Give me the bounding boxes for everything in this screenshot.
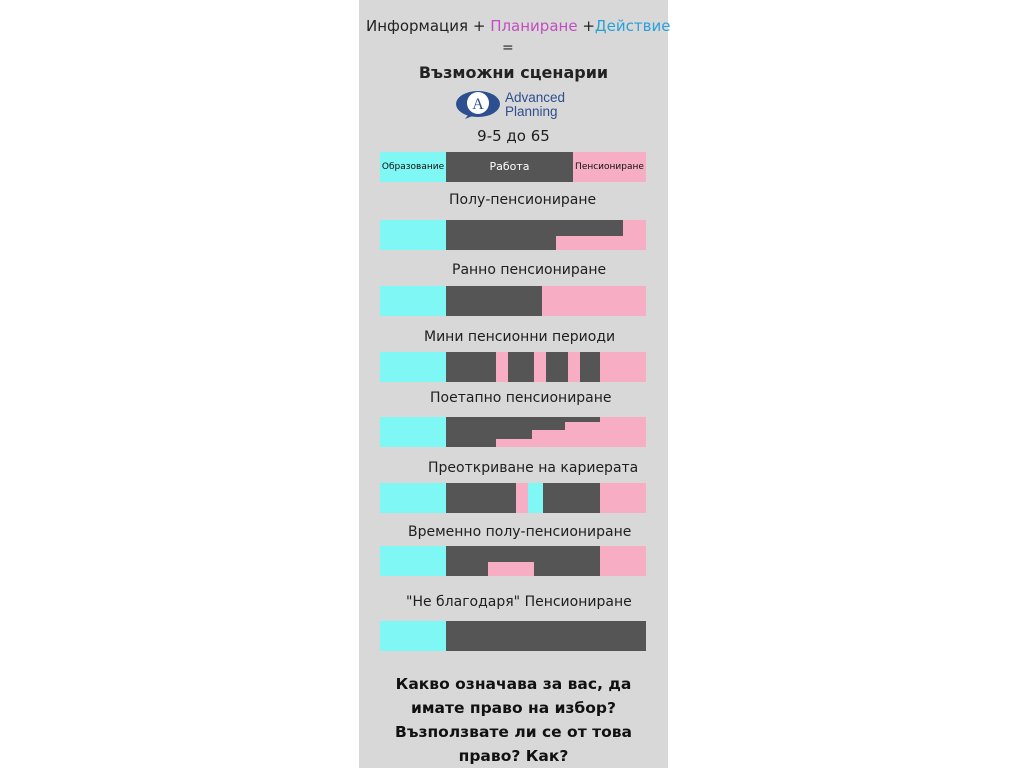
scenario-title: Полу-пенсиониране <box>449 192 597 208</box>
re-education-segment <box>528 483 543 513</box>
scenario-title: Преоткриване на кариерата <box>428 460 639 476</box>
question-line: имате право на избор? <box>411 699 616 717</box>
scenario-title: Временно полу-пенсиониране <box>408 524 632 540</box>
partial-retirement-step <box>556 236 623 250</box>
education-segment <box>380 483 446 513</box>
header-plus: + <box>472 17 486 35</box>
retirement-segment <box>600 417 646 447</box>
logo-letter: A <box>472 96 484 113</box>
scenario-bar-mini-retirements <box>380 352 646 382</box>
education-segment <box>380 417 446 447</box>
partial-retirement-step <box>488 562 534 576</box>
scenario-bar-career-reinvention <box>380 483 646 513</box>
phase-step <box>565 422 600 447</box>
work-segment <box>543 483 600 513</box>
logo-text-line1: Advanced <box>505 90 566 105</box>
work-segment <box>446 352 496 382</box>
work-segment <box>446 286 542 316</box>
logo-text <box>505 91 565 119</box>
retirement-segment: Пенсиониране <box>573 152 646 182</box>
logo-mark <box>455 89 501 119</box>
header-planning: Планиране <box>490 17 578 35</box>
education-segment <box>380 352 446 382</box>
scenario-title: "Не благодаря" Пенсиониране <box>406 594 632 610</box>
closing-question <box>360 672 667 768</box>
retirement-segment <box>600 546 646 576</box>
logo-text-line2: Planning <box>505 104 558 119</box>
retirement-segment <box>600 352 646 382</box>
scenario-title: Поетапно пенсиониране <box>430 390 612 406</box>
timeline-title: 9-5 до 65 <box>477 127 550 145</box>
question-line: Възползвате ли се от това <box>395 723 632 741</box>
header-equals: = <box>502 40 514 56</box>
scenario-title: Мини пенсионни периоди <box>424 329 616 345</box>
scenario-bar-semi-retirement <box>380 220 646 250</box>
question-line: право? Как? <box>458 747 569 765</box>
work-segment <box>508 352 534 382</box>
break-segment <box>516 483 528 513</box>
work-segment <box>446 621 646 651</box>
scenario-bar-no-retirement <box>380 621 646 651</box>
education-segment <box>380 286 446 316</box>
retirement-segment <box>600 483 646 513</box>
scenario-bar-phased-retirement <box>380 417 646 447</box>
question-line: Какво означава за вас, да <box>395 675 632 693</box>
scenario-bar-early-retirement <box>380 286 646 316</box>
work-segment <box>580 352 600 382</box>
header-plus: + <box>582 17 595 35</box>
header-action: Действие <box>594 17 671 35</box>
header-info: Информация <box>366 17 469 35</box>
mini-retirement-segment <box>568 352 580 382</box>
work-segment: Работа <box>446 152 573 182</box>
phase-step <box>532 430 565 447</box>
scenario-bar-temporary-semi-retirement <box>380 546 646 576</box>
page-title: Възможни сценарии <box>418 63 609 82</box>
header-line <box>366 17 670 35</box>
mini-retirement-segment <box>534 352 546 382</box>
phase-step <box>496 439 532 447</box>
retirement-segment <box>542 286 646 316</box>
education-segment <box>380 621 446 651</box>
base-timeline-bar <box>380 152 646 182</box>
retirement-segment <box>623 220 646 250</box>
education-segment <box>380 220 446 250</box>
work-segment <box>546 352 568 382</box>
education-segment <box>380 546 446 576</box>
mini-retirement-segment <box>496 352 508 382</box>
work-segment <box>446 483 516 513</box>
scenario-title: Ранно пенсиониране <box>452 262 607 278</box>
education-segment: Образование <box>380 152 446 182</box>
